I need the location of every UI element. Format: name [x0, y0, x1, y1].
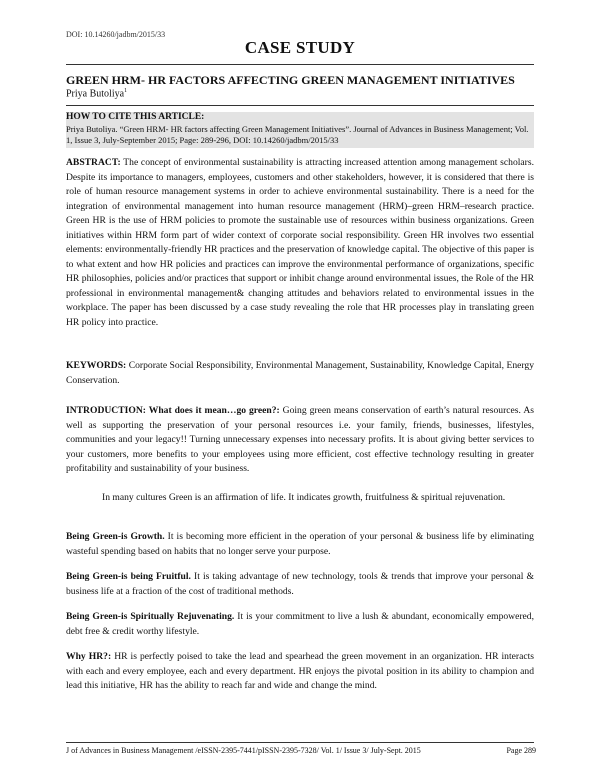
citation-text: Priya Butoliya. “Green HRM- HR factors affecting Green Management Initiatives”. Journal of Advances in Business Management; Vol. 1, Issue 3, July-September 2015; Page: 289-296, DOI: 10.14260/jadbm/2015/33	[66, 124, 529, 145]
author-affiliation-mark: 1	[124, 88, 128, 94]
citation-heading: HOW TO CITE THIS ARTICLE:	[66, 112, 205, 122]
keywords-text: Corporate Social Responsibility, Environmental Management, Sustainability, Knowledge Capital, Energy Conservation.	[66, 360, 534, 386]
footer-journal: J of Advances in Business Management /eISSN-2395-7441/pISSN-2395-7328/ Vol. 1/ Issue 3/ July-Sept. 2015	[66, 746, 421, 755]
spiritual-label: Being Green-is Spiritually Rejuvenating.	[66, 611, 235, 622]
introduction-paragraph	[66, 404, 534, 477]
doi-line: DOI: 10.14260/jadbm/2015/33	[66, 30, 166, 39]
introduction-text: Going green means conservation of earth’s natural resources. As well as supporting the preservation of your personal resources i.e. your family, friends, businesses, lifestyles, communities and your legacy!! Turning unnecessary expenses into necessary profits. It is about giving better services to your customers, more benefits to your employees using more efficient, cost effective technology resulting in greater profitability and sustainability of your business.	[66, 405, 534, 474]
why-hr-label: Why HR?:	[66, 651, 112, 662]
author-name: Priya Butoliya	[66, 88, 125, 100]
culture-paragraph: In many cultures Green is an affirmation of life. It indicates growth, fruitfulness & spiritual rejuvenation.	[102, 492, 506, 503]
article-title: GREEN HRM- HR FACTORS AFFECTING GREEN MANAGEMENT INITIATIVES	[66, 73, 515, 87]
keywords-paragraph	[66, 359, 534, 388]
title-rule	[66, 105, 534, 106]
introduction-label: INTRODUCTION: What does it mean…go green?:	[66, 405, 280, 416]
growth-text: It is becoming more efficient in the operation of your personal & business life by eliminating wasteful spending based on habits that no longer serve your purpose.	[66, 531, 534, 557]
fruitful-paragraph	[66, 570, 534, 599]
footer-page-number: Page 289	[506, 746, 536, 755]
fruitful-text: It is taking advantage of new technology, tools & trends that improve your personal & business life at a fraction of the cost of traditional methods.	[66, 571, 534, 597]
page-footer	[66, 746, 536, 755]
growth-paragraph	[66, 530, 534, 559]
footer-rule	[66, 742, 534, 743]
abstract-paragraph	[66, 156, 534, 330]
spiritual-text: It is your commitment to live a lush & abundant, economically empowered, debt free & credit worthy lifestyle.	[66, 611, 534, 637]
why-hr-text: HR is perfectly poised to take the lead and spearhead the green movement in an organization. HR interacts with each and every employee, each and every department. HR enjoys the pivotal position in its ability to champion and lead this initiative, HR has the ability to reach far and wide and change the mind.	[66, 651, 535, 691]
abstract-label: ABSTRACT:	[66, 157, 121, 168]
abstract-text: The concept of environmental sustainability is attracting increased attention among management scholars. Despite its importance to managers, employees, customers and other stakeholders, however, it is considered that there is role of human resource management systems in order to achieve environmental sustainability. There is a need for the integration of environmental management into human resource management (HRM)–green HRM–research practice. Green HR is the use of HRM policies to promote the sustainable use of resources within business organizations. Green initiatives within HRM form part of wider context of corporate social responsibility. Green HR involves two essential elements: environmentally-friendly HR practices and the preservation of knowledge capital. The objective of this paper is to what extent and how HR policies and practices can improve the environmental performance of organizations, specific HR philosophies, policies and/or practices that support or inhibit change around environmental issues, the Role of the HR professional in environmental management& changing attitudes and behaviors related to environmental issues in the workplace. The paper has been discussed by a case study revealing the role that HR processes play in translating green HR policy into practice.	[66, 157, 534, 328]
section-title: CASE STUDY	[244, 38, 356, 57]
why-hr-paragraph	[66, 650, 534, 694]
keywords-label: KEYWORDS:	[66, 360, 127, 371]
author-line	[66, 88, 127, 99]
header-rule	[66, 64, 534, 65]
spiritual-paragraph	[66, 610, 534, 639]
fruitful-label: Being Green-is being Fruitful.	[66, 571, 191, 582]
growth-label: Being Green-is Growth.	[66, 531, 165, 542]
